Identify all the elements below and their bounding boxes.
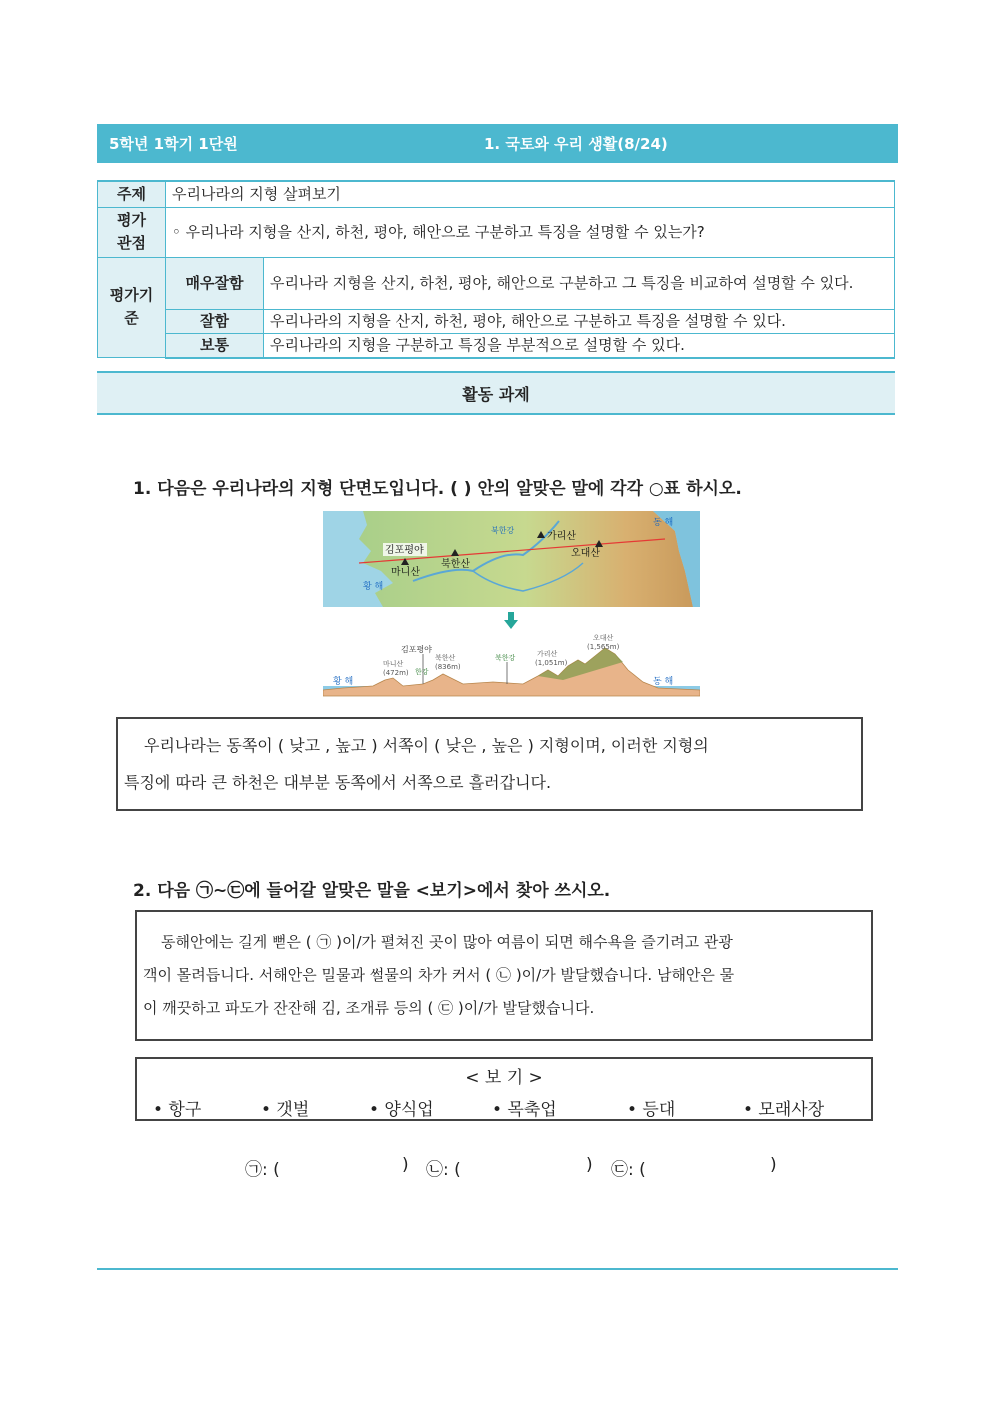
question-2-passage-box xyxy=(135,910,873,1041)
viewpoint-label xyxy=(98,207,166,257)
question-1-prompt: 1. 다음은 우리나라의 지형 단면도입니다. ( ) 안의 알맞은 말에 각각 ○표 하시오. xyxy=(133,479,742,499)
profile-label-garisan-height: (1,051m) xyxy=(535,659,568,667)
bogi-option: • 등대 xyxy=(627,1100,676,1120)
level-label: 매우잘함 xyxy=(166,257,264,309)
bogi-option: • 양식업 xyxy=(369,1100,434,1120)
profile-label-odaesan-height: (1,565m) xyxy=(587,643,620,651)
terrain-profile xyxy=(323,630,700,700)
terrain-map xyxy=(323,511,700,607)
answer-a-input[interactable] xyxy=(292,1150,398,1180)
answer-c-input[interactable] xyxy=(658,1150,766,1180)
viewpoint-label-line1: 평가 xyxy=(117,211,146,229)
passage-line: 동해안에는 길게 뻗은 ( ㉠ )이/가 펼쳐진 곳이 많아 여름이 되면 해수욕을 즐기려고 관광 xyxy=(161,933,733,951)
answer-line-2: 특징에 따라 큰 하천은 대부분 동쪽에서 서쪽으로 흘러갑니다. xyxy=(124,773,552,792)
answer-c-label: ㉢: ( xyxy=(611,1160,646,1180)
viewpoint-text: ◦ 우리나라 지형을 산지, 하천, 평야, 해안으로 구분하고 특징을 설명할 수 있는가? xyxy=(166,207,895,257)
map-label-east-sea: 동 해 xyxy=(653,518,674,528)
criteria-label-line1: 평가기 xyxy=(109,286,154,305)
bogi-option: • 모래사장 xyxy=(743,1100,825,1120)
map-label-west-sea: 황 해 xyxy=(363,582,384,592)
topic-label: 주제 xyxy=(98,181,166,207)
bogi-option: • 항구 xyxy=(153,1100,202,1120)
answer-c-close: ) xyxy=(770,1155,777,1175)
footer-divider xyxy=(97,1268,898,1270)
profile-label-gimpo: 김포평야 xyxy=(401,645,432,654)
level-label: 보통 xyxy=(166,333,264,358)
answer-b-input[interactable] xyxy=(474,1150,582,1180)
level-text: 우리나라의 지형을 구분하고 특징을 부분적으로 설명할 수 있다. xyxy=(264,333,895,358)
answer-line-1[interactable]: 우리나라는 동쪽이 ( 낮고 , 높고 ) 서쪽이 ( 낮은 , 높은 ) 지형이며, 이러한 지형의 xyxy=(144,736,709,755)
level-label: 잘함 xyxy=(166,309,264,333)
answer-b-close: ) xyxy=(586,1155,593,1175)
map-label-odaesan: 오대산 xyxy=(571,548,600,559)
down-arrow-icon xyxy=(504,612,518,630)
profile-label-west-sea: 황 해 xyxy=(333,677,354,687)
level-text: 우리나라의 지형을 산지, 하천, 평야, 해안으로 구분하고 특징을 설명할 수 있다. xyxy=(264,309,895,333)
viewpoint-label-line2: 관점 xyxy=(117,234,146,252)
profile-label-bukhan-river: 북한강 xyxy=(495,654,516,662)
bogi-title: < 보 기 > xyxy=(465,1068,543,1088)
profile-label-bukhansan: 북한산 xyxy=(435,654,456,662)
topic-text: 우리나라의 지형 살펴보기 xyxy=(166,181,895,207)
profile-label-manisan-height: (472m) xyxy=(383,669,409,677)
answer-a-close: ) xyxy=(402,1155,409,1175)
map-label-gimpo: 김포평야 xyxy=(385,545,424,556)
profile-label-manisan: 마니산 xyxy=(383,660,404,668)
profile-label-east-sea: 동 해 xyxy=(653,677,674,687)
passage-line: 이 깨끗하고 파도가 잔잔해 김, 조개류 등의 ( ㉢ )이/가 발달했습니다. xyxy=(143,999,595,1017)
map-label-garisan: 가리산 xyxy=(547,531,576,542)
map-label-bukhansan: 북한산 xyxy=(441,559,470,570)
criteria-label xyxy=(98,257,166,358)
question-2-prompt: 2. 다음 ㉠~㉢에 들어갈 알맞은 말을 <보기>에서 찾아 쓰시오. xyxy=(133,881,611,901)
answer-b-label: ㉡: ( xyxy=(426,1160,461,1180)
profile-label-odaesan: 오대산 xyxy=(593,634,614,642)
level-text: 우리나라 지형을 산지, 하천, 평야, 해안으로 구분하고 그 특징을 비교하여 설명할 수 있다. xyxy=(264,257,895,309)
map-label-bukhan-river: 북한강 xyxy=(491,526,515,535)
map-label-manisan: 마니산 xyxy=(391,567,420,578)
profile-label-bukhansan-height: (836m) xyxy=(435,663,461,671)
criteria-label-line2: 준 xyxy=(124,309,139,328)
bogi-option: • 갯벌 xyxy=(261,1100,310,1120)
bogi-option: • 목축업 xyxy=(492,1100,557,1120)
unit-label: 5학년 1학기 1단원 xyxy=(109,135,238,153)
profile-label-garisan: 가리산 xyxy=(537,650,558,658)
profile-label-han-river: 한강 xyxy=(415,668,429,676)
question-1-answer-box xyxy=(116,717,863,811)
activity-title: 활동 과제 xyxy=(97,371,895,415)
lesson-title: 1. 국토와 우리 생활(8/24) xyxy=(484,135,668,153)
bogi-box xyxy=(135,1057,873,1121)
header-banner xyxy=(97,124,898,163)
passage-line: 객이 몰려듭니다. 서해안은 밀물과 썰물의 차가 커서 ( ㉡ )이/가 발달했습니다. 남해안은 물 xyxy=(143,966,735,984)
answer-a-label: ㉠: ( xyxy=(245,1160,280,1180)
evaluation-table xyxy=(97,180,895,359)
